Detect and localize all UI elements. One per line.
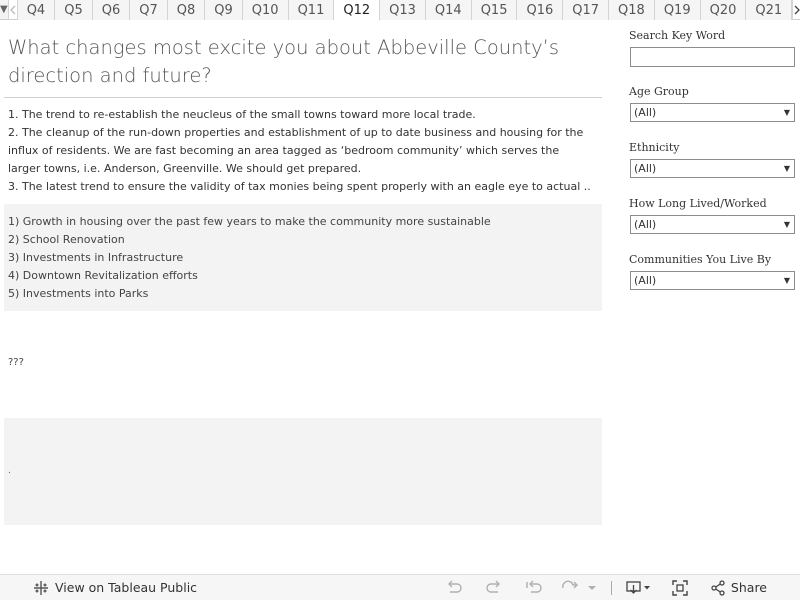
communities-value: (All) bbox=[634, 274, 657, 287]
list-item: 1) Growth in housing over the past few years to make the community more sustainable bbox=[8, 215, 491, 228]
ethnicity-value: (All) bbox=[634, 162, 657, 175]
age-group-filter bbox=[629, 85, 795, 122]
fullscreen-button[interactable] bbox=[672, 580, 688, 596]
share-button[interactable] bbox=[710, 580, 767, 596]
revert-icon bbox=[525, 580, 543, 596]
response-line: 1. The trend to re-establish the neucleus of the small towns toward more local trade. bbox=[8, 108, 476, 121]
list-item: 5) Investments into Parks bbox=[8, 287, 149, 300]
redo-icon bbox=[485, 580, 503, 596]
title-divider bbox=[4, 97, 602, 98]
communities-filter bbox=[629, 253, 795, 290]
tab-q11[interactable]: Q11 bbox=[289, 0, 335, 20]
fullscreen-icon bbox=[672, 580, 688, 596]
view-on-tableau-public-label: View on Tableau Public bbox=[55, 580, 198, 595]
share-icon bbox=[710, 580, 726, 596]
list-item: 4) Downtown Revitalization efforts bbox=[8, 269, 198, 282]
age-group-select[interactable] bbox=[630, 103, 795, 122]
dropdown-arrow-icon: ▼ bbox=[783, 220, 790, 229]
download-button[interactable] bbox=[626, 580, 652, 596]
chevron-left-icon bbox=[9, 5, 17, 15]
ethnicity-select[interactable] bbox=[630, 159, 795, 178]
how-long-value: (All) bbox=[634, 218, 657, 231]
tab-q20[interactable]: Q20 bbox=[701, 0, 747, 20]
response-line: influx of residents. We are fast becoming an area tagged as ‘bedroom community’ which serves the bbox=[8, 144, 560, 157]
list-item: 2) School Renovation bbox=[8, 233, 125, 246]
communities-label: Communities You Live By bbox=[629, 253, 772, 266]
list-item: 3) Investments in Infrastructure bbox=[8, 251, 184, 264]
tab-q18[interactable]: Q18 bbox=[609, 0, 655, 20]
redo-button[interactable] bbox=[485, 580, 503, 596]
caret-down-icon bbox=[587, 583, 597, 593]
ethnicity-label: Ethnicity bbox=[629, 141, 680, 154]
tab-q4[interactable]: Q4 bbox=[18, 0, 56, 20]
tab-q8[interactable]: Q8 bbox=[168, 0, 206, 20]
tab-list bbox=[18, 0, 792, 19]
tab-q19[interactable]: Q19 bbox=[655, 0, 701, 20]
tableau-logo-icon bbox=[33, 580, 49, 596]
dropdown-arrow-icon: ▼ bbox=[783, 276, 790, 285]
page-title: What changes most excite you about Abbeville County’s direction and future? bbox=[8, 36, 560, 87]
download-icon bbox=[626, 580, 652, 596]
tab-q17[interactable]: Q17 bbox=[563, 0, 609, 20]
bottom-toolbar bbox=[0, 574, 800, 600]
refresh-button[interactable] bbox=[561, 580, 579, 596]
how-long-label: How Long Lived/Worked bbox=[629, 197, 767, 210]
response-line: larger towns, i.e. Anderson, Greenville. We should get prepared. bbox=[8, 162, 362, 175]
undo-button[interactable] bbox=[445, 580, 463, 596]
search-input[interactable] bbox=[630, 47, 795, 67]
sheet-tab-strip bbox=[0, 0, 800, 20]
dropdown-arrow-icon: ▼ bbox=[783, 164, 790, 173]
share-label: Share bbox=[730, 580, 767, 595]
revert-button[interactable] bbox=[525, 580, 543, 596]
refresh-icon bbox=[561, 580, 579, 596]
refresh-menu-button[interactable] bbox=[587, 583, 597, 593]
age-group-value: (All) bbox=[634, 106, 657, 119]
tab-q14[interactable]: Q14 bbox=[426, 0, 472, 20]
tab-q6[interactable]: Q6 bbox=[93, 0, 131, 20]
response-line: 3. The latest trend to ensure the validity of tax monies being spent properly with an eagle eye to actual .. bbox=[8, 180, 591, 193]
age-group-label: Age Group bbox=[629, 85, 689, 98]
tab-q10[interactable]: Q10 bbox=[243, 0, 289, 20]
how-long-filter bbox=[629, 197, 795, 234]
tab-q7[interactable]: Q7 bbox=[130, 0, 168, 20]
response-panel-empty bbox=[4, 418, 602, 525]
view-on-tableau-public-link[interactable] bbox=[33, 580, 197, 596]
response-line: 2. The cleanup of the run-down properties and establishment of up to date business and housing for the bbox=[8, 126, 584, 139]
tab-list-dropdown-button[interactable] bbox=[0, 0, 9, 19]
how-long-select[interactable] bbox=[630, 215, 795, 234]
undo-icon bbox=[445, 580, 463, 596]
caret-down-icon: ▼ bbox=[0, 4, 8, 15]
tab-q15[interactable]: Q15 bbox=[472, 0, 518, 20]
response-dot: . bbox=[8, 466, 11, 476]
dropdown-arrow-icon: ▼ bbox=[783, 108, 790, 117]
ethnicity-filter bbox=[629, 141, 795, 178]
tab-q12[interactable]: Q12 bbox=[334, 0, 380, 21]
tab-scroll-left-button[interactable] bbox=[9, 0, 18, 19]
chevron-right-icon bbox=[793, 5, 800, 15]
tab-q13[interactable]: Q13 bbox=[380, 0, 426, 20]
communities-select[interactable] bbox=[630, 271, 795, 290]
tab-q5[interactable]: Q5 bbox=[55, 0, 93, 20]
response-text bbox=[8, 106, 600, 196]
toolbar-divider bbox=[611, 581, 612, 595]
tab-q21[interactable]: Q21 bbox=[746, 0, 792, 20]
tab-q16[interactable]: Q16 bbox=[517, 0, 563, 20]
response-question-marks: ??? bbox=[8, 357, 24, 368]
tab-scroll-right-button[interactable] bbox=[792, 0, 800, 19]
search-filter bbox=[629, 29, 795, 67]
tab-q9[interactable]: Q9 bbox=[205, 0, 243, 20]
response-panel bbox=[4, 204, 602, 311]
search-label: Search Key Word bbox=[629, 29, 726, 42]
